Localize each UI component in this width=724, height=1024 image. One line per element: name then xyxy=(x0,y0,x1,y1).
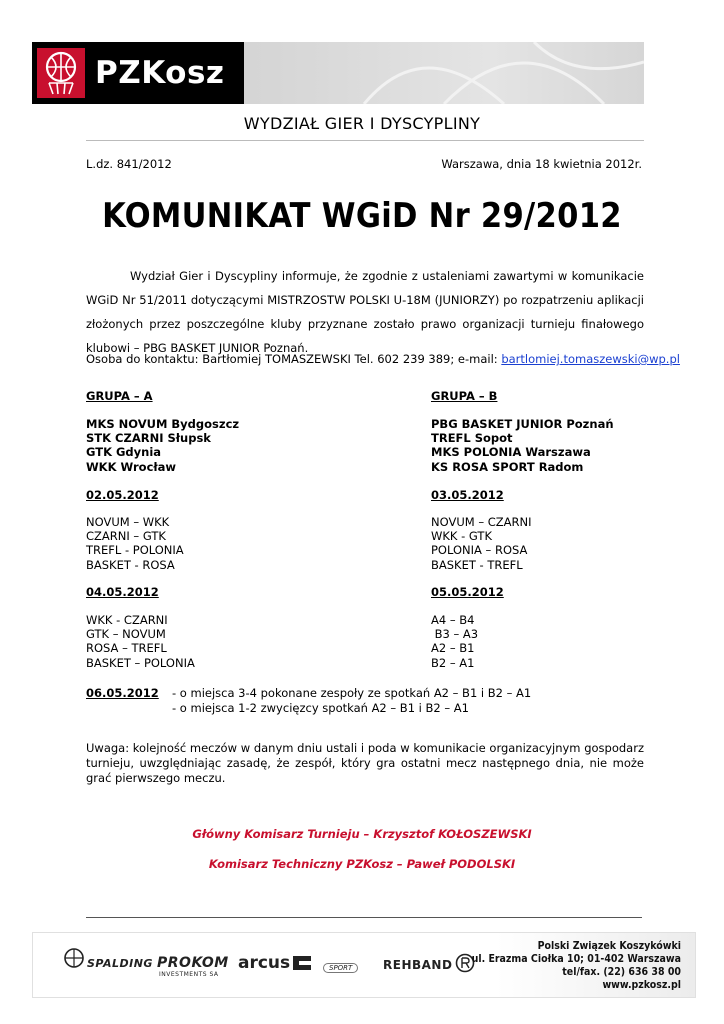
list-item: GTK Gdynia xyxy=(86,445,162,460)
list-item: A2 – B1 xyxy=(431,641,475,656)
group-b-day2-date: 05.05.2012 xyxy=(431,585,504,599)
final-day-line-2: - o miejsca 1-2 zwycięzcy spotkań A2 – B1 i B2 – A1 xyxy=(172,700,469,715)
address-line: ul. Erazma Ciołka 10; 01-402 Warszawa xyxy=(471,953,681,965)
list-item: A4 – B4 xyxy=(431,613,475,627)
list-item: TREFL - POLONIA xyxy=(86,543,184,558)
federation-address xyxy=(472,940,681,992)
group-a-day1-date: 02.05.2012 xyxy=(86,488,159,502)
sponsor-spalding: SPALDING xyxy=(87,957,153,970)
group-a-teams xyxy=(86,417,239,474)
page-title: KOMUNIKAT WGiD Nr 29/2012 xyxy=(102,196,622,236)
list-item: NOVUM – CZARNI xyxy=(431,515,532,529)
list-item: ROSA – TREFL xyxy=(86,641,167,656)
place-date: Warszawa, dnia 18 kwietnia 2012r. xyxy=(441,157,642,171)
group-b-teams xyxy=(431,417,614,474)
group-a-day2-games xyxy=(86,613,195,670)
sponsor-sport: SPORT xyxy=(323,963,358,973)
group-a-label: GRUPA – A xyxy=(86,389,153,403)
sponsor-prokom-sub: INVESTMENTS SA xyxy=(159,971,219,978)
footer xyxy=(32,932,696,998)
divider xyxy=(86,917,642,918)
group-b-label: GRUPA – B xyxy=(431,389,498,403)
final-day-line-1: - o miejsca 3-4 pokonane zespoły ze spotkań A2 – B1 i B2 – A1 xyxy=(172,686,532,700)
list-item: KS ROSA SPORT Radom xyxy=(431,459,584,474)
list-item: NOVUM – WKK xyxy=(86,515,170,529)
list-item: MKS NOVUM Bydgoszcz xyxy=(86,417,240,431)
list-item: MKS POLONIA Warszawa xyxy=(431,445,591,460)
list-item: B3 – A3 xyxy=(431,627,479,642)
intro-paragraph: Wydział Gier i Dyscypliny informuje, że zgodnie z ustaleniami zawartymi w komunikacie WGiD Nr 51/2011 dotyczącymi MISTRZOSTW POLSKI U-18M (JUNIORZY) po rozpatrzeniu aplikacji złożonych przez poszczególne kluby przyznane zostało prawo organizacji turnieju finałowego klubowi – PBG BASKET JUNIOR Poznań. xyxy=(86,269,644,355)
signature-chief-commissioner: Główny Komisarz Turnieju – Krzysztof KOŁOSZEWSKI xyxy=(192,827,532,841)
final-day-schedule xyxy=(86,686,531,715)
header-banner xyxy=(32,42,644,104)
final-day-date: 06.05.2012 xyxy=(86,686,159,700)
banner-decoration xyxy=(244,42,644,104)
pzkosz-logo xyxy=(32,42,244,104)
group-b-day1-date: 03.05.2012 xyxy=(431,488,504,502)
signature-technical-commissioner: Komisarz Techniczny PZKosz – Paweł PODOLSKI xyxy=(208,857,516,871)
divider xyxy=(86,140,644,141)
group-b-day1-games xyxy=(431,515,531,572)
address-line: Polski Związek Koszykówki xyxy=(537,940,681,952)
basketball-logo-icon xyxy=(37,48,85,98)
sponsor-rehband: REHBAND xyxy=(383,958,453,972)
contact-line xyxy=(86,352,680,366)
arcus-logo-icon xyxy=(291,954,313,972)
list-item: WKK Wrocław xyxy=(86,459,177,474)
list-item: BASKET - TREFL xyxy=(431,557,523,572)
department-name: WYDZIAŁ GIER I DYSCYPLINY xyxy=(243,114,481,133)
list-item: POLONIA – ROSA xyxy=(431,543,528,558)
contact-email-link[interactable]: bartlomiej.tomaszewski@wp.pl xyxy=(501,352,680,366)
list-item: BASKET - ROSA xyxy=(86,557,175,572)
list-item: GTK – NOVUM xyxy=(86,627,166,642)
contact-text: Osoba do kontaktu: Bartłomiej TOMASZEWSKI Tel. 602 239 389; e-mail: xyxy=(86,352,502,366)
list-item: B2 – A1 xyxy=(431,655,475,670)
list-item: STK CZARNI Słupsk xyxy=(86,431,211,446)
spalding-ball-icon xyxy=(63,947,85,969)
group-a-day1-games xyxy=(86,515,184,572)
list-item: TREFL Sopot xyxy=(431,431,513,446)
group-b-day2-games xyxy=(431,613,478,670)
list-item: CZARNI – GTK xyxy=(86,529,166,544)
note-paragraph: Uwaga: kolejność meczów w danym dniu ustali i poda w komunikacie organizacyjnym gospodarz turnieju, uwzględniając zasadę, że zespół, który gra ostatni mecz następnego dnia, nie może grać pierwszego meczu. xyxy=(86,741,644,785)
list-item: PBG BASKET JUNIOR Poznań xyxy=(431,417,614,431)
reference-number: L.dz. 841/2012 xyxy=(86,157,172,171)
address-line: www.pzkosz.pl xyxy=(602,979,681,991)
address-line: tel/fax. (22) 636 38 00 xyxy=(562,966,681,978)
list-item: WKK - CZARNI xyxy=(86,613,168,627)
sponsor-prokom: PROKOM xyxy=(157,955,229,971)
sponsor-arcus: arcus xyxy=(238,953,291,973)
group-a-day2-date: 04.05.2012 xyxy=(86,585,159,599)
logo-text: PZKosz xyxy=(95,55,225,91)
list-item: BASKET – POLONIA xyxy=(86,655,195,670)
list-item: WKK - GTK xyxy=(431,529,492,544)
